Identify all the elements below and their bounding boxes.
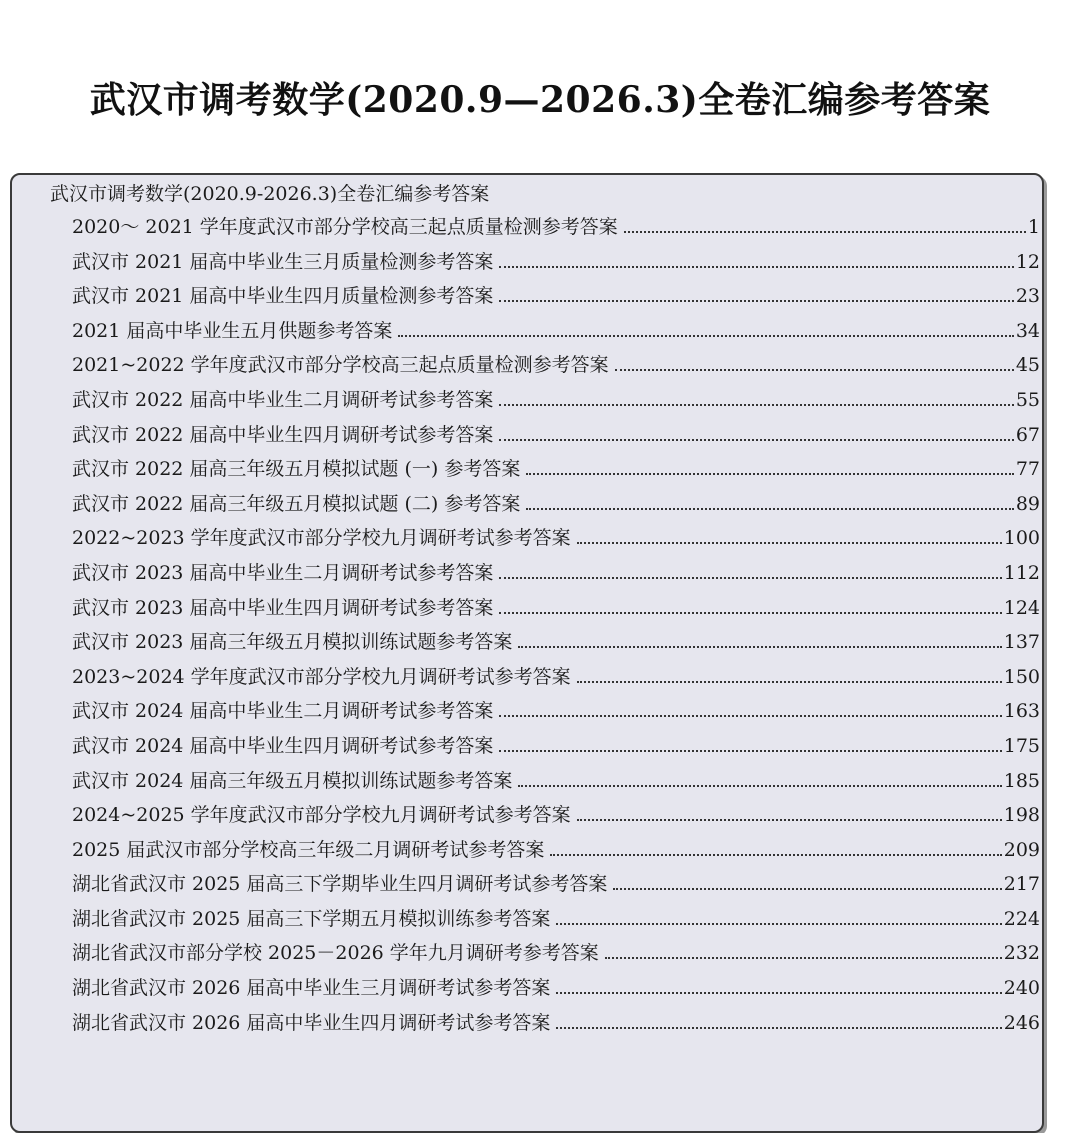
toc-entry[interactable] xyxy=(72,212,1040,247)
toc-entry-page-number: 34 xyxy=(1015,319,1040,342)
toc-entry[interactable] xyxy=(72,731,1040,766)
toc-entry[interactable] xyxy=(72,316,1040,351)
toc-entry[interactable] xyxy=(72,558,1040,593)
toc-entry[interactable] xyxy=(72,281,1040,316)
toc-entry[interactable] xyxy=(72,420,1040,455)
toc-entry-page-number: 23 xyxy=(1015,285,1040,308)
toc-dot-leader xyxy=(556,923,1001,925)
toc-entry-label: 湖北省武汉市部分学校 2025－2026 学年九月调研考参考答案 xyxy=(72,942,599,965)
toc-dot-leader xyxy=(499,300,1013,302)
toc-entry[interactable] xyxy=(72,662,1040,697)
toc-entry-page-number: 246 xyxy=(1003,1011,1040,1034)
toc-entry-label: 武汉市 2024 届高中毕业生四月调研考试参考答案 xyxy=(72,734,494,757)
toc-dot-leader xyxy=(526,508,1013,510)
toc-entry-label: 湖北省武汉市 2025 届高三下学期五月模拟训练参考答案 xyxy=(72,907,551,930)
toc-dot-leader xyxy=(577,819,1002,821)
toc-dot-leader xyxy=(499,404,1013,406)
toc-dot-leader xyxy=(499,750,1001,752)
toc-entry[interactable] xyxy=(72,800,1040,835)
toc-entry-page-number: 137 xyxy=(1003,631,1040,654)
toc-heading: 武汉市调考数学(2020.9-2026.3)全卷汇编参考答案 xyxy=(50,183,490,205)
toc-entry[interactable] xyxy=(72,627,1040,662)
toc-dot-leader xyxy=(550,854,1001,856)
toc-dot-leader xyxy=(499,439,1013,441)
toc-entry-label: 2021 届高中毕业生五月供题参考答案 xyxy=(72,319,393,342)
toc-entry-page-number: 1 xyxy=(1027,216,1040,238)
toc-entry-label: 2021~2022 学年度武汉市部分学校高三起点质量检测参考答案 xyxy=(72,354,609,377)
toc-entry-page-number: 89 xyxy=(1015,492,1040,515)
toc-entry[interactable] xyxy=(72,766,1040,801)
toc-entry-page-number: 175 xyxy=(1003,734,1040,757)
toc-entry-page-number: 45 xyxy=(1015,354,1040,377)
toc-entry[interactable] xyxy=(72,1008,1040,1043)
toc-entry-page-number: 150 xyxy=(1003,665,1040,688)
toc-entry-label: 湖北省武汉市 2026 届高中毕业生四月调研考试参考答案 xyxy=(72,1011,551,1034)
toc-dot-leader xyxy=(556,1027,1001,1029)
toc-entry[interactable] xyxy=(72,835,1040,870)
toc-dot-leader xyxy=(624,231,1026,233)
toc-entry-label: 武汉市 2022 届高中毕业生四月调研考试参考答案 xyxy=(72,423,494,446)
toc-entry-label: 2022~2023 学年度武汉市部分学校九月调研考试参考答案 xyxy=(72,527,571,550)
toc-entry[interactable] xyxy=(72,904,1040,939)
toc-dot-leader xyxy=(499,612,1001,614)
toc-entry-page-number: 217 xyxy=(1003,873,1040,896)
toc-entry-label: 武汉市 2024 届高中毕业生二月调研考试参考答案 xyxy=(72,700,494,723)
toc-dot-leader xyxy=(518,646,1001,648)
toc-entry-page-number: 100 xyxy=(1003,527,1040,550)
toc-dot-leader xyxy=(577,681,1002,683)
toc-dot-leader xyxy=(615,369,1014,371)
toc-dot-leader xyxy=(556,992,1001,994)
toc-entry[interactable] xyxy=(72,593,1040,628)
toc-entry-label: 武汉市 2022 届高三年级五月模拟试题 (二) 参考答案 xyxy=(72,492,521,515)
toc-entry[interactable] xyxy=(72,385,1040,420)
toc-entry-page-number: 67 xyxy=(1015,423,1040,446)
toc-entry-label: 武汉市 2022 届高中毕业生二月调研考试参考答案 xyxy=(72,388,494,411)
toc-entry[interactable] xyxy=(72,350,1040,385)
toc-entry-label: 武汉市 2023 届高中毕业生二月调研考试参考答案 xyxy=(72,561,494,584)
toc-dot-leader xyxy=(518,785,1001,787)
toc-entry[interactable] xyxy=(72,696,1040,731)
toc-entry-label: 武汉市 2024 届高三年级五月模拟训练试题参考答案 xyxy=(72,769,513,792)
page-title: 武汉市调考数学(2020.9—2026.3)全卷汇编参考答案 xyxy=(89,79,991,122)
toc-dot-leader xyxy=(499,266,1013,268)
toc-entry[interactable] xyxy=(72,247,1040,282)
toc-entry-page-number: 185 xyxy=(1003,769,1040,792)
toc-entry-label: 2024~2025 学年度武汉市部分学校九月调研考试参考答案 xyxy=(72,804,571,827)
toc-dot-leader xyxy=(613,888,1001,890)
toc-entry-page-number: 112 xyxy=(1003,561,1040,584)
toc-dot-leader xyxy=(499,715,1001,717)
toc-dot-leader xyxy=(398,335,1013,337)
toc-entry[interactable] xyxy=(72,973,1040,1008)
toc-entry-label: 武汉市 2023 届高三年级五月模拟训练试题参考答案 xyxy=(72,631,513,654)
toc-entry[interactable] xyxy=(72,938,1040,973)
toc-entry[interactable] xyxy=(72,869,1040,904)
toc-entry-label: 武汉市 2021 届高中毕业生四月质量检测参考答案 xyxy=(72,285,494,308)
toc-entry-label: 2025 届武汉市部分学校高三年级二月调研考试参考答案 xyxy=(72,838,545,861)
toc-entry-label: 2020～ 2021 学年度武汉市部分学校高三起点质量检测参考答案 xyxy=(72,216,618,238)
toc-list xyxy=(72,212,1040,1042)
toc-entry-page-number: 163 xyxy=(1003,700,1040,723)
toc-entry-label: 湖北省武汉市 2025 届高三下学期毕业生四月调研考试参考答案 xyxy=(72,873,608,896)
toc-entry[interactable] xyxy=(72,523,1040,558)
toc-entry[interactable] xyxy=(72,454,1040,489)
toc-entry-label: 武汉市 2022 届高三年级五月模拟试题 (一) 参考答案 xyxy=(72,458,521,481)
toc-entry-page-number: 124 xyxy=(1003,596,1040,619)
toc-entry-label: 武汉市 2023 届高中毕业生四月调研考试参考答案 xyxy=(72,596,494,619)
toc-entry-page-number: 232 xyxy=(1003,942,1040,965)
toc-dot-leader xyxy=(499,577,1001,579)
toc-entry-page-number: 198 xyxy=(1003,804,1040,827)
toc-entry-page-number: 77 xyxy=(1015,458,1040,481)
toc-entry-page-number: 55 xyxy=(1015,388,1040,411)
toc-entry-page-number: 224 xyxy=(1003,907,1040,930)
table-of-contents xyxy=(10,173,1044,1133)
toc-dot-leader xyxy=(605,957,1002,959)
toc-entry-page-number: 240 xyxy=(1003,977,1040,1000)
toc-entry-page-number: 12 xyxy=(1015,250,1040,273)
toc-dot-leader xyxy=(526,473,1013,475)
toc-entry-label: 2023~2024 学年度武汉市部分学校九月调研考试参考答案 xyxy=(72,665,571,688)
toc-entry-label: 湖北省武汉市 2026 届高中毕业生三月调研考试参考答案 xyxy=(72,977,551,1000)
toc-entry[interactable] xyxy=(72,489,1040,524)
toc-entry-label: 武汉市 2021 届高中毕业生三月质量检测参考答案 xyxy=(72,250,494,273)
toc-dot-leader xyxy=(577,542,1002,544)
toc-entry-page-number: 209 xyxy=(1003,838,1040,861)
